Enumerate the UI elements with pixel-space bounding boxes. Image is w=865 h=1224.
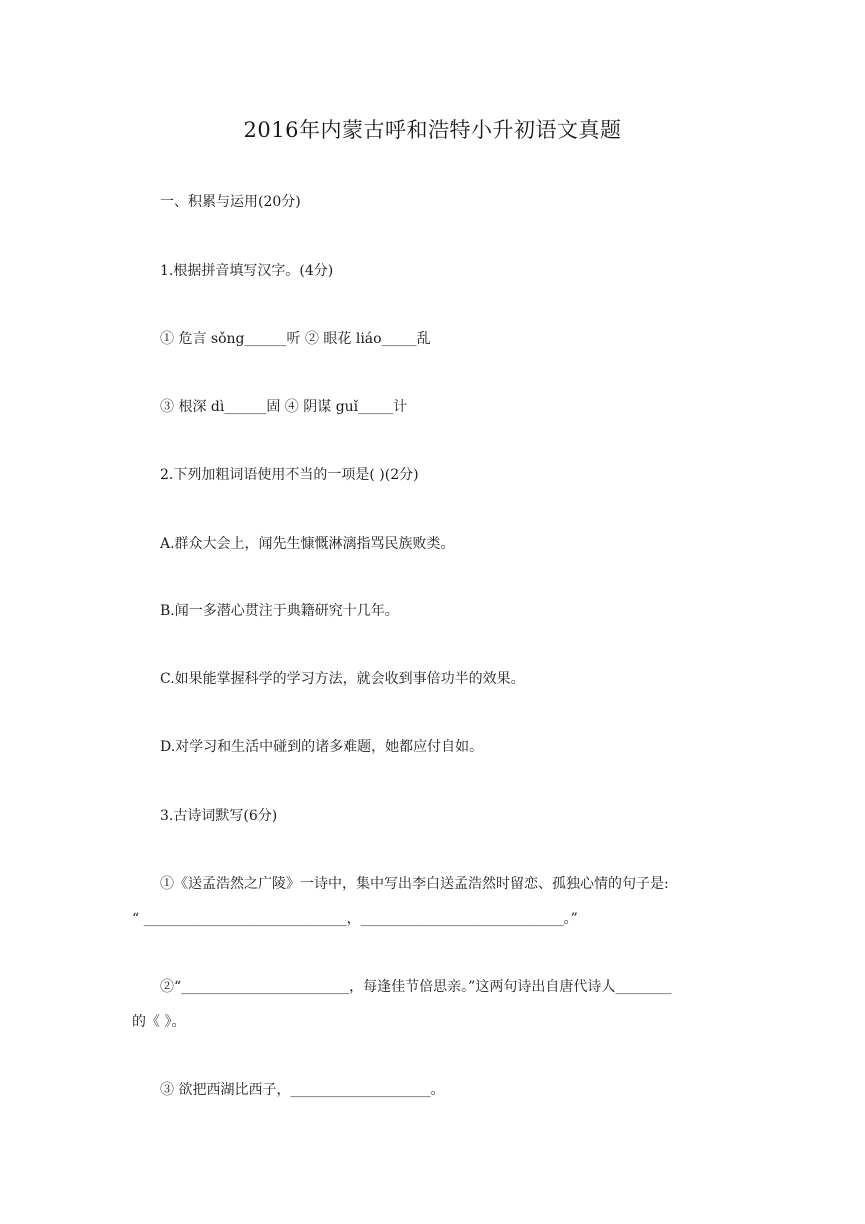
question-1-items-b: ③ 根深 dì______固 ④ 阴谋 guǐ_____计 — [160, 399, 408, 415]
question-3-item-3: ③ 欲把西湖比西子，____________________。 — [160, 1082, 445, 1098]
question-3-prompt: 3.古诗词默写(6分) — [160, 808, 278, 824]
question-2-option-b: B.闻一多潜心贯注于典籍研究十几年。 — [160, 603, 399, 619]
question-1-items-a: ① 危言 sǒng______听 ② 眼花 liáo_____乱 — [160, 331, 431, 347]
question-2-option-a: A.群众大会上，闻先生慷慨淋漓指骂民族败类。 — [160, 536, 455, 552]
question-2-option-c: C.如果能掌握科学的学习方法，就会收到事倍功半的效果。 — [160, 671, 525, 687]
question-3-item-1-blanks: “ _____________________________，_____________________________。” — [132, 911, 578, 927]
question-2-option-d: D.对学习和生活中碰到的诸多难题，她都应付自如。 — [160, 739, 484, 755]
question-3-item-2-cont: 的《 》。 — [132, 1014, 186, 1030]
question-2-prompt: 2.下列加粗词语使用不当的一项是( )(2分) — [160, 467, 419, 483]
question-3-item-2: ②“________________________，每逢佳节倍思亲。”这两句诗出自唐代诗人________ — [160, 979, 672, 995]
question-1-prompt: 1.根据拼音填写汉字。(4分) — [160, 263, 334, 279]
question-3-item-1: ①《送孟浩然之广陵》一诗中，集中写出李白送孟浩然时留恋、孤独心情的句子是: — [160, 876, 669, 892]
section-heading: 一、积累与运用(20分) — [160, 194, 301, 210]
document-title: 2016年内蒙古呼和浩特小升初语文真题 — [243, 118, 622, 142]
